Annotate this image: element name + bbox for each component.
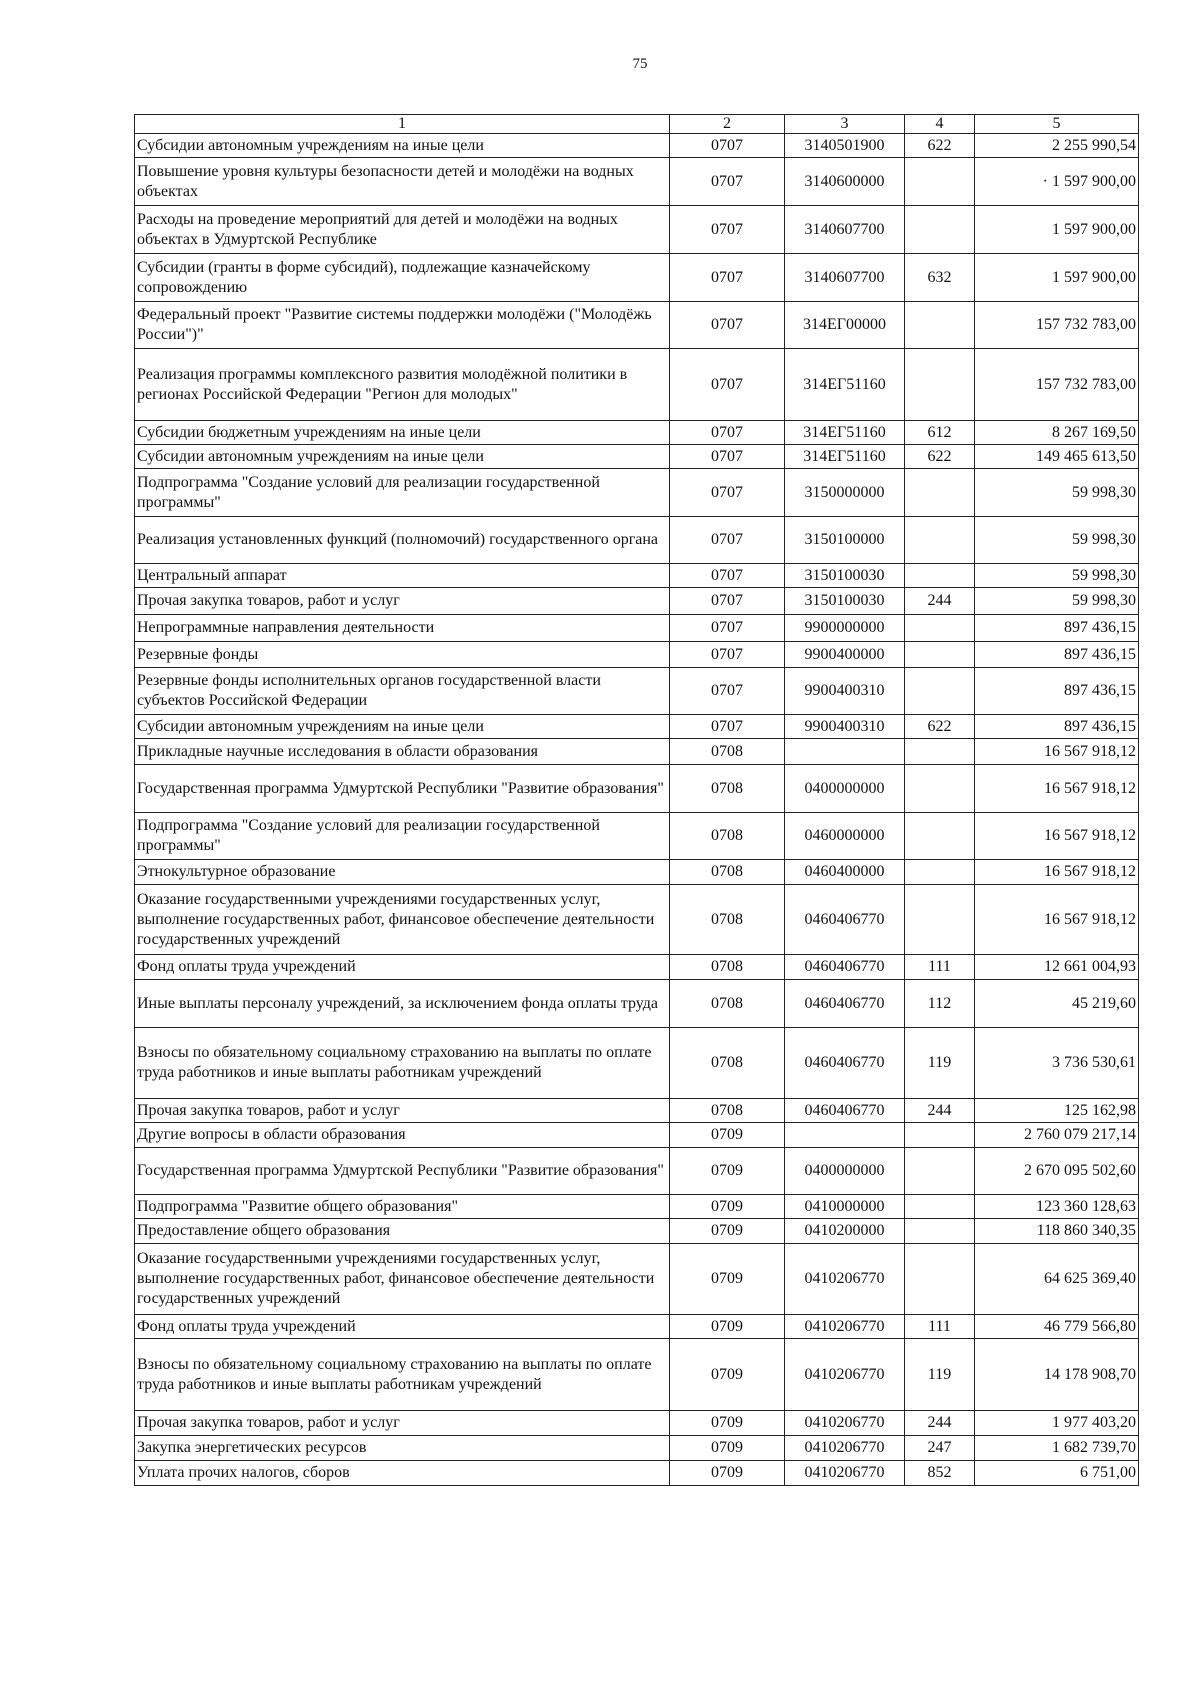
row-amount: 16 567 918,12 <box>975 885 1139 955</box>
row-target-code: 0410206770 <box>785 1339 905 1411</box>
table-row <box>135 517 1139 564</box>
row-expense-type: 852 <box>905 1461 975 1486</box>
row-amount: 2 760 079 217,14 <box>975 1123 1139 1148</box>
row-name: Реализация программы комплексного развития молодёжной политики в регионах Российской Федерации "Регион для молодых" <box>135 349 670 421</box>
row-expense-type <box>905 813 975 860</box>
row-section: 0708 <box>670 813 785 860</box>
table-row <box>135 158 1139 206</box>
row-section: 0709 <box>670 1148 785 1195</box>
table-row <box>135 615 1139 642</box>
row-amount: 2 255 990,54 <box>975 134 1139 158</box>
row-section: 0709 <box>670 1461 785 1486</box>
row-name: Фонд оплаты труда учреждений <box>135 955 670 980</box>
row-amount: 59 998,30 <box>975 564 1139 588</box>
table-row <box>135 134 1139 158</box>
row-target-code: 9900400000 <box>785 642 905 668</box>
row-name: Центральный аппарат <box>135 564 670 588</box>
row-amount: 12 661 004,93 <box>975 955 1139 980</box>
row-section: 0707 <box>670 445 785 469</box>
row-target-code: 3150100000 <box>785 517 905 564</box>
row-section: 0707 <box>670 302 785 349</box>
row-expense-type <box>905 615 975 642</box>
row-name: Взносы по обязательному социальному страхованию на выплаты по оплате труда работников и иные выплаты работникам учреждений <box>135 1339 670 1411</box>
row-section: 0707 <box>670 158 785 206</box>
row-target-code: 0460406770 <box>785 1028 905 1099</box>
header-col-5: 5 <box>975 115 1139 134</box>
row-name: Субсидии автономным учреждениям на иные цели <box>135 445 670 469</box>
row-name: Субсидии автономным учреждениям на иные цели <box>135 715 670 739</box>
row-section: 0707 <box>670 715 785 739</box>
row-expense-type <box>905 739 975 765</box>
row-target-code: 3140501900 <box>785 134 905 158</box>
row-section: 0707 <box>670 206 785 254</box>
row-expense-type <box>905 206 975 254</box>
row-section: 0707 <box>670 134 785 158</box>
header-col-3: 3 <box>785 115 905 134</box>
row-target-code: 314ЕГ51160 <box>785 421 905 445</box>
row-amount: 1 977 403,20 <box>975 1411 1139 1436</box>
row-target-code: 3140607700 <box>785 206 905 254</box>
row-amount: 125 162,98 <box>975 1099 1139 1123</box>
row-amount: 16 567 918,12 <box>975 765 1139 813</box>
table-row <box>135 564 1139 588</box>
row-amount: 897 436,15 <box>975 642 1139 668</box>
row-name: Субсидии бюджетным учреждениям на иные цели <box>135 421 670 445</box>
row-expense-type <box>905 349 975 421</box>
row-section: 0707 <box>670 588 785 615</box>
row-expense-type: 247 <box>905 1436 975 1461</box>
table-row <box>135 1219 1139 1244</box>
row-expense-type: 632 <box>905 254 975 302</box>
row-expense-type: 119 <box>905 1028 975 1099</box>
row-amount: 3 736 530,61 <box>975 1028 1139 1099</box>
row-amount: 59 998,30 <box>975 469 1139 517</box>
row-name: Прикладные научные исследования в области образования <box>135 739 670 765</box>
row-expense-type <box>905 1219 975 1244</box>
row-target-code: 0460406770 <box>785 980 905 1028</box>
table-row <box>135 1028 1139 1099</box>
row-target-code: 314ЕГ51160 <box>785 445 905 469</box>
row-target-code: 0410206770 <box>785 1436 905 1461</box>
table-row <box>135 955 1139 980</box>
row-amount: 897 436,15 <box>975 668 1139 715</box>
row-name: Прочая закупка товаров, работ и услуг <box>135 588 670 615</box>
row-name: Фонд оплаты труда учреждений <box>135 1315 670 1339</box>
row-amount: 59 998,30 <box>975 588 1139 615</box>
row-section: 0709 <box>670 1219 785 1244</box>
row-expense-type: 244 <box>905 1411 975 1436</box>
row-section: 0708 <box>670 1028 785 1099</box>
row-amount: 157 732 783,00 <box>975 349 1139 421</box>
row-section: 0709 <box>670 1411 785 1436</box>
row-expense-type <box>905 302 975 349</box>
table-row <box>135 1461 1139 1486</box>
table-row <box>135 421 1139 445</box>
table-row <box>135 1436 1139 1461</box>
row-expense-type <box>905 1244 975 1315</box>
row-name: Реализация установленных функций (полномочий) государственного органа <box>135 517 670 564</box>
table-row <box>135 668 1139 715</box>
row-expense-type <box>905 158 975 206</box>
row-amount: 123 360 128,63 <box>975 1195 1139 1219</box>
table-row <box>135 860 1139 885</box>
row-name: Субсидии автономным учреждениям на иные цели <box>135 134 670 158</box>
table-row <box>135 765 1139 813</box>
row-target-code: 9900000000 <box>785 615 905 642</box>
row-amount: 16 567 918,12 <box>975 860 1139 885</box>
row-expense-type <box>905 517 975 564</box>
row-amount: 16 567 918,12 <box>975 739 1139 765</box>
table-row <box>135 1148 1139 1195</box>
row-amount: 64 625 369,40 <box>975 1244 1139 1315</box>
row-name: Подпрограмма "Создание условий для реализации государственной программы" <box>135 813 670 860</box>
row-expense-type: 111 <box>905 955 975 980</box>
row-name: Государственная программа Удмуртской Республики "Развитие образования" <box>135 1148 670 1195</box>
row-target-code: 3150100030 <box>785 588 905 615</box>
row-name: Взносы по обязательному социальному страхованию на выплаты по оплате труда работников и иные выплаты работникам учреждений <box>135 1028 670 1099</box>
row-amount: 1 682 739,70 <box>975 1436 1139 1461</box>
row-expense-type <box>905 1123 975 1148</box>
row-section: 0708 <box>670 765 785 813</box>
row-target-code: 9900400310 <box>785 715 905 739</box>
row-name: Резервные фонды <box>135 642 670 668</box>
table-row <box>135 254 1139 302</box>
row-name: Государственная программа Удмуртской Республики "Развитие образования" <box>135 765 670 813</box>
table-row <box>135 349 1139 421</box>
row-name: Непрограммные направления деятельности <box>135 615 670 642</box>
row-section: 0707 <box>670 469 785 517</box>
table-row <box>135 885 1139 955</box>
table-row <box>135 588 1139 615</box>
row-target-code: 0460406770 <box>785 885 905 955</box>
row-section: 0707 <box>670 642 785 668</box>
row-amount: 14 178 908,70 <box>975 1339 1139 1411</box>
row-target-code: 0460000000 <box>785 813 905 860</box>
row-amount: 118 860 340,35 <box>975 1219 1139 1244</box>
header-row <box>135 115 1139 134</box>
row-target-code: 0410206770 <box>785 1411 905 1436</box>
table-row <box>135 445 1139 469</box>
row-expense-type: 244 <box>905 588 975 615</box>
row-section: 0707 <box>670 668 785 715</box>
row-target-code: 314ЕГ00000 <box>785 302 905 349</box>
row-target-code: 0410206770 <box>785 1244 905 1315</box>
table-row <box>135 302 1139 349</box>
row-target-code: 0460406770 <box>785 955 905 980</box>
row-name: Расходы на проведение мероприятий для детей и молодёжи на водных объектах в Удмуртской Республике <box>135 206 670 254</box>
page-number: 75 <box>632 56 648 72</box>
row-target-code: 0460400000 <box>785 860 905 885</box>
row-expense-type: 622 <box>905 134 975 158</box>
row-section: 0707 <box>670 421 785 445</box>
row-target-code: 9900400310 <box>785 668 905 715</box>
row-name: Закупка энергетических ресурсов <box>135 1436 670 1461</box>
table-row <box>135 715 1139 739</box>
row-expense-type <box>905 668 975 715</box>
row-name: Оказание государственными учреждениями государственных услуг, выполнение государственных работ, финансовое обеспечение деятельности государственных учреждений <box>135 1244 670 1315</box>
table-row <box>135 980 1139 1028</box>
row-section: 0709 <box>670 1315 785 1339</box>
row-expense-type: 244 <box>905 1099 975 1123</box>
row-name: Другие вопросы в области образования <box>135 1123 670 1148</box>
row-expense-type <box>905 765 975 813</box>
row-section: 0708 <box>670 860 785 885</box>
row-name: Повышение уровня культуры безопасности детей и молодёжи на водных объектах <box>135 158 670 206</box>
header-col-1: 1 <box>135 115 670 134</box>
table-row <box>135 1411 1139 1436</box>
row-amount: 8 267 169,50 <box>975 421 1139 445</box>
row-target-code: 314ЕГ51160 <box>785 349 905 421</box>
row-target-code: 0410200000 <box>785 1219 905 1244</box>
row-section: 0708 <box>670 1099 785 1123</box>
row-section: 0708 <box>670 980 785 1028</box>
row-expense-type: 622 <box>905 445 975 469</box>
table-row <box>135 1244 1139 1315</box>
row-amount: 46 779 566,80 <box>975 1315 1139 1339</box>
row-target-code: 0400000000 <box>785 1148 905 1195</box>
row-name: Предоставление общего образования <box>135 1219 670 1244</box>
row-expense-type: 622 <box>905 715 975 739</box>
row-expense-type: 111 <box>905 1315 975 1339</box>
row-amount: 2 670 095 502,60 <box>975 1148 1139 1195</box>
row-name: Субсидии (гранты в форме субсидий), подлежащие казначейскому сопровождению <box>135 254 670 302</box>
row-expense-type <box>905 642 975 668</box>
row-amount: 1 597 900,00 <box>975 206 1139 254</box>
row-amount: 1 597 900,00 <box>975 254 1139 302</box>
row-amount: 897 436,15 <box>975 615 1139 642</box>
row-amount: 157 732 783,00 <box>975 302 1139 349</box>
row-target-code: 0410206770 <box>785 1461 905 1486</box>
row-target-code <box>785 1123 905 1148</box>
row-name: Иные выплаты персоналу учреждений, за исключением фонда оплаты труда <box>135 980 670 1028</box>
row-section: 0707 <box>670 517 785 564</box>
row-expense-type <box>905 469 975 517</box>
row-amount: 897 436,15 <box>975 715 1139 739</box>
table-row <box>135 813 1139 860</box>
row-target-code: 0460406770 <box>785 1099 905 1123</box>
row-name: Подпрограмма "Создание условий для реализации государственной программы" <box>135 469 670 517</box>
table-row <box>135 206 1139 254</box>
header-col-2: 2 <box>670 115 785 134</box>
header-col-4: 4 <box>905 115 975 134</box>
row-target-code: 3150000000 <box>785 469 905 517</box>
row-target-code: 0410000000 <box>785 1195 905 1219</box>
row-expense-type <box>905 1148 975 1195</box>
row-section: 0709 <box>670 1123 785 1148</box>
row-section: 0709 <box>670 1436 785 1461</box>
table-row <box>135 642 1139 668</box>
row-amount: 6 751,00 <box>975 1461 1139 1486</box>
table-row <box>135 1339 1139 1411</box>
table-row <box>135 469 1139 517</box>
row-amount: · 1 597 900,00 <box>975 158 1139 206</box>
row-target-code: 0410206770 <box>785 1315 905 1339</box>
table-row <box>135 1195 1139 1219</box>
row-section: 0709 <box>670 1244 785 1315</box>
row-section: 0709 <box>670 1339 785 1411</box>
row-expense-type <box>905 885 975 955</box>
row-amount: 45 219,60 <box>975 980 1139 1028</box>
row-target-code: 0400000000 <box>785 765 905 813</box>
table-row <box>135 1315 1139 1339</box>
row-expense-type <box>905 564 975 588</box>
row-expense-type <box>905 1195 975 1219</box>
row-expense-type <box>905 860 975 885</box>
row-name: Резервные фонды исполнительных органов государственной власти субъектов Российской Федерации <box>135 668 670 715</box>
table-row <box>135 739 1139 765</box>
row-section: 0708 <box>670 739 785 765</box>
table-row <box>135 1123 1139 1148</box>
row-name: Прочая закупка товаров, работ и услуг <box>135 1099 670 1123</box>
row-target-code: 3150100030 <box>785 564 905 588</box>
row-target-code: 3140600000 <box>785 158 905 206</box>
row-expense-type: 119 <box>905 1339 975 1411</box>
row-amount: 149 465 613,50 <box>975 445 1139 469</box>
row-section: 0707 <box>670 349 785 421</box>
table-row <box>135 1099 1139 1123</box>
row-section: 0707 <box>670 615 785 642</box>
row-section: 0709 <box>670 1195 785 1219</box>
row-name: Этнокультурное образование <box>135 860 670 885</box>
row-section: 0708 <box>670 955 785 980</box>
row-name: Прочая закупка товаров, работ и услуг <box>135 1411 670 1436</box>
row-name: Федеральный проект "Развитие системы поддержки молодёжи ("Молодёжь России")" <box>135 302 670 349</box>
row-name: Подпрограмма "Развитие общего образования" <box>135 1195 670 1219</box>
row-expense-type: 612 <box>905 421 975 445</box>
row-target-code: 3140607700 <box>785 254 905 302</box>
row-amount: 16 567 918,12 <box>975 813 1139 860</box>
budget-table <box>134 114 1139 1486</box>
row-section: 0708 <box>670 885 785 955</box>
row-amount: 59 998,30 <box>975 517 1139 564</box>
row-target-code <box>785 739 905 765</box>
row-section: 0707 <box>670 254 785 302</box>
row-name: Уплата прочих налогов, сборов <box>135 1461 670 1486</box>
row-expense-type: 112 <box>905 980 975 1028</box>
row-name: Оказание государственными учреждениями государственных услуг, выполнение государственных работ, финансовое обеспечение деятельности государственных учреждений <box>135 885 670 955</box>
row-section: 0707 <box>670 564 785 588</box>
